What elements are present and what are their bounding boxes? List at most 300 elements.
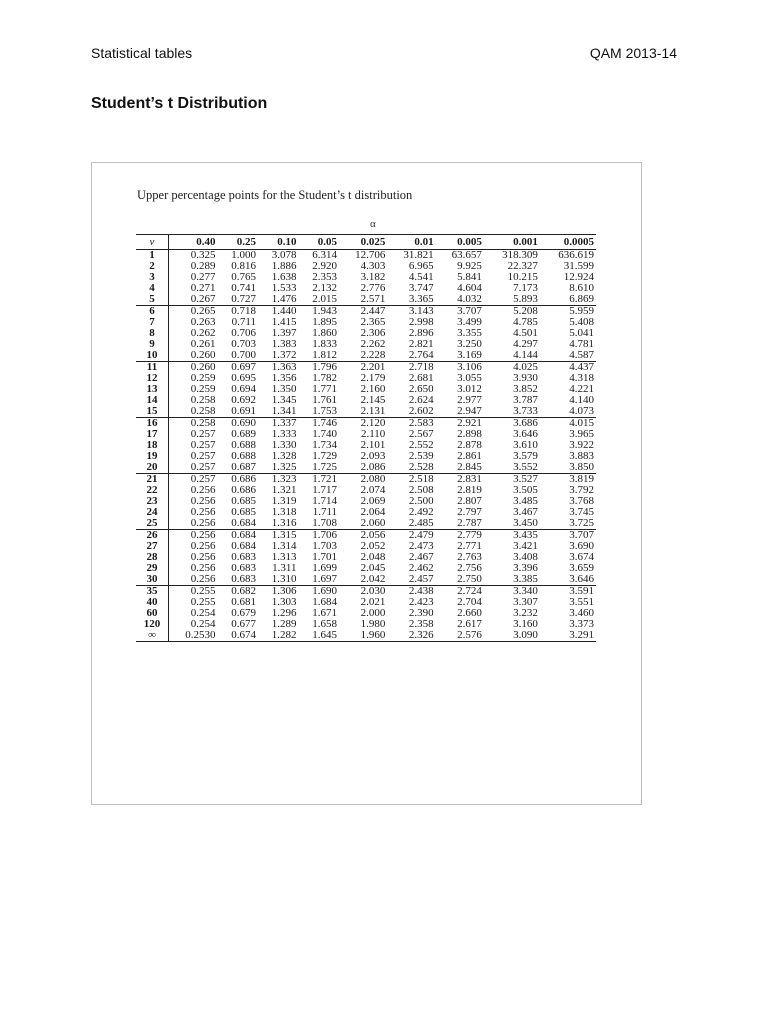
value-cell: 3.819: [540, 474, 596, 486]
value-cell: 2.624: [408, 394, 434, 406]
value-cell: 0.265: [169, 306, 218, 318]
value-cell: 2.660: [457, 607, 482, 619]
value-cell: 2.201: [339, 362, 387, 374]
value-cell: 2.060: [360, 517, 386, 529]
nu-cell: 13: [136, 384, 169, 395]
value-cell: 0.684: [217, 530, 258, 542]
value-cell: 4.781: [569, 338, 594, 350]
value-cell: 0.262: [190, 327, 216, 339]
value-cell: 0.256: [169, 530, 218, 542]
value-cell: 1.372: [271, 349, 297, 361]
value-cell: 3.143: [387, 306, 435, 318]
value-cell: 3.646: [513, 428, 538, 440]
nu-cell: 17: [136, 429, 169, 440]
value-cell: 0.2530: [185, 629, 216, 641]
value-cell: 0.257: [190, 450, 216, 462]
value-cell: 3.435: [484, 530, 540, 542]
table-row: [136, 294, 596, 306]
value-cell: 1.658: [312, 618, 338, 630]
value-cell: 10.215: [507, 271, 538, 283]
value-cell: 3.646: [569, 573, 594, 585]
value-cell: 4.541: [408, 271, 434, 283]
value-cell: 0.325: [190, 249, 216, 261]
value-cell: 0.686: [231, 484, 256, 496]
table-image-frame: [91, 162, 642, 805]
value-cell: 3.745: [569, 506, 594, 518]
value-cell: 0.256: [190, 562, 216, 574]
value-cell: 0.260: [190, 349, 216, 361]
value-cell: 0.256: [190, 517, 216, 529]
nu-cell: 10: [136, 350, 169, 362]
nu-cell: 18: [136, 440, 169, 451]
value-cell: 1.356: [271, 372, 297, 384]
value-cell: 1.638: [271, 271, 297, 283]
value-cell: 2.052: [360, 540, 386, 552]
value-cell: 0.258: [190, 405, 216, 417]
col-header: 0.05: [317, 235, 338, 248]
value-cell: 0.691: [231, 405, 256, 417]
value-cell: 3.169: [457, 349, 482, 361]
value-cell: 1.729: [312, 450, 338, 462]
value-cell: 2.074: [360, 484, 386, 496]
value-cell: 0.677: [231, 618, 256, 630]
value-cell: 1.725: [312, 461, 338, 473]
value-cell: 2.042: [360, 573, 386, 585]
value-cell: 3.250: [457, 338, 482, 350]
table-row: [136, 518, 596, 530]
value-cell: 2.779: [436, 530, 484, 542]
value-cell: 2.000: [360, 607, 386, 619]
value-cell: 3.591: [540, 586, 596, 598]
value-cell: 2.160: [360, 383, 386, 395]
nu-cell: 2: [136, 261, 169, 272]
value-cell: 2.030: [339, 586, 387, 598]
value-cell: 4.025: [484, 362, 540, 374]
value-cell: 1.397: [271, 327, 297, 339]
value-cell: 1.321: [271, 484, 297, 496]
nu-cell: 40: [136, 597, 169, 608]
value-cell: 0.685: [231, 506, 256, 518]
value-cell: 1.697: [312, 573, 338, 585]
value-cell: 2.898: [457, 428, 482, 440]
value-cell: 2.508: [408, 484, 434, 496]
value-cell: 8.610: [569, 282, 594, 294]
value-cell: 0.688: [231, 450, 256, 462]
value-cell: 5.841: [457, 271, 482, 283]
value-cell: 2.262: [360, 338, 386, 350]
value-cell: 3.922: [569, 439, 594, 451]
value-cell: 0.727: [231, 293, 256, 305]
value-cell: 31.821: [403, 249, 434, 261]
value-cell: 2.787: [457, 517, 482, 529]
page-title: Student’s t Distribution: [91, 95, 268, 112]
value-cell: 2.681: [408, 372, 434, 384]
value-cell: 1.303: [271, 596, 297, 608]
value-cell: 1.314: [271, 540, 297, 552]
value-cell: 1.708: [312, 517, 338, 529]
value-cell: 2.518: [387, 474, 435, 486]
value-cell: 1.771: [312, 383, 338, 395]
t-distribution-table: [136, 234, 596, 642]
value-cell: 1.311: [272, 562, 297, 574]
value-cell: 5.041: [569, 327, 594, 339]
value-cell: 1.310: [271, 573, 297, 585]
value-cell: 1.330: [271, 439, 297, 451]
nu-cell: 27: [136, 541, 169, 552]
nu-cell: 8: [136, 328, 169, 339]
value-cell: 0.682: [217, 586, 258, 598]
value-cell: 6.314: [312, 249, 338, 261]
value-cell: 0.260: [169, 362, 218, 374]
value-cell: 3.307: [513, 596, 538, 608]
value-cell: 1.721: [299, 474, 340, 486]
value-cell: 2.819: [457, 484, 482, 496]
value-cell: 0.271: [190, 282, 216, 294]
value-cell: 2.473: [408, 540, 434, 552]
value-cell: 0.689: [231, 428, 256, 440]
value-cell: 0.703: [231, 338, 256, 350]
nu-cell: 60: [136, 608, 169, 619]
value-cell: 3.090: [513, 629, 538, 641]
value-cell: 2.764: [408, 349, 434, 361]
table-body: [136, 250, 596, 642]
value-cell: 2.977: [457, 394, 482, 406]
value-cell: 3.690: [569, 540, 594, 552]
value-cell: 2.567: [408, 428, 434, 440]
value-cell: 1.812: [312, 349, 338, 361]
value-cell: 1.000: [231, 249, 256, 261]
value-cell: 0.690: [217, 418, 258, 430]
value-cell: 1.383: [271, 338, 297, 350]
value-cell: 3.396: [513, 562, 538, 574]
value-cell: 3.505: [513, 484, 538, 496]
value-cell: 3.883: [569, 450, 594, 462]
value-cell: 2.650: [408, 383, 434, 395]
value-cell: 9.925: [457, 260, 482, 272]
value-cell: 0.694: [231, 383, 256, 395]
value-cell: 2.571: [360, 293, 386, 305]
value-cell: 5.959: [540, 306, 596, 318]
value-cell: 2.528: [408, 461, 434, 473]
value-cell: 0.259: [190, 372, 216, 384]
value-cell: 0.277: [190, 271, 216, 283]
value-cell: 2.500: [408, 495, 434, 507]
col-header: 0.25: [236, 235, 256, 248]
value-cell: 31.599: [563, 260, 594, 272]
col-header: 0.025: [360, 235, 386, 248]
value-cell: 2.920: [312, 260, 338, 272]
value-cell: 2.069: [360, 495, 386, 507]
value-cell: 1.645: [312, 629, 338, 641]
value-cell: 1.960: [360, 629, 386, 641]
value-cell: 0.267: [190, 293, 216, 305]
value-cell: 0.706: [231, 327, 256, 339]
value-cell: 1.289: [271, 618, 297, 630]
value-cell: 1.980: [360, 618, 386, 630]
value-cell: 2.485: [408, 517, 434, 529]
value-cell: 4.501: [513, 327, 538, 339]
value-cell: 1.440: [258, 306, 299, 318]
value-cell: 2.390: [408, 607, 434, 619]
nu-cell: 29: [136, 563, 169, 574]
value-cell: 2.132: [312, 282, 338, 294]
nu-cell: 28: [136, 552, 169, 563]
value-cell: 3.106: [436, 362, 484, 374]
value-cell: 2.602: [408, 405, 434, 417]
nu-cell: 25: [136, 518, 169, 530]
value-cell: 2.145: [360, 394, 386, 406]
value-cell: 1.761: [312, 394, 338, 406]
value-cell: 2.724: [436, 586, 484, 598]
value-cell: 1.895: [312, 316, 338, 328]
value-cell: 1.671: [312, 607, 338, 619]
nu-cell: 21: [136, 474, 169, 486]
value-cell: 3.182: [360, 271, 386, 283]
value-cell: 1.282: [271, 629, 297, 641]
value-cell: 1.746: [299, 418, 340, 430]
nu-cell: 5: [136, 294, 169, 306]
nu-cell: 20: [136, 462, 169, 474]
nu-cell: 11: [136, 362, 169, 374]
value-cell: 2.771: [457, 540, 482, 552]
nu-cell: 4: [136, 283, 169, 294]
value-cell: 2.845: [457, 461, 482, 473]
value-cell: 2.365: [360, 316, 386, 328]
value-cell: 0.263: [190, 316, 216, 328]
value-cell: 1.684: [312, 596, 338, 608]
value-cell: 1.753: [312, 405, 338, 417]
value-cell: 3.499: [457, 316, 482, 328]
value-cell: 0.697: [217, 362, 258, 374]
value-cell: 0.687: [231, 461, 256, 473]
value-cell: 1.711: [312, 506, 338, 518]
value-cell: 2.861: [457, 450, 482, 462]
value-cell: 12.924: [563, 271, 594, 283]
value-cell: 1.296: [271, 607, 297, 619]
value-cell: 1.703: [312, 540, 338, 552]
col-header: 0.01: [414, 235, 434, 248]
value-cell: 3.460: [569, 607, 594, 619]
value-cell: 3.965: [569, 428, 594, 440]
value-cell: 3.852: [513, 383, 538, 395]
value-cell: 1.886: [271, 260, 297, 272]
value-cell: 1.415: [271, 316, 297, 328]
value-cell: 2.358: [408, 618, 434, 630]
value-cell: 2.807: [457, 495, 482, 507]
value-cell: 0.257: [190, 461, 216, 473]
value-cell: 0.255: [190, 596, 216, 608]
value-cell: 0.256: [190, 551, 216, 563]
value-cell: 0.711: [231, 316, 256, 328]
value-cell: 2.479: [387, 530, 435, 542]
table-row: [136, 462, 596, 474]
value-cell: 2.353: [312, 271, 338, 283]
value-cell: 2.179: [360, 372, 386, 384]
value-cell: 0.258: [169, 418, 218, 430]
value-cell: 2.048: [360, 551, 386, 563]
col-header: 0.005: [457, 235, 482, 248]
value-cell: 6.869: [569, 293, 594, 305]
value-cell: 0.256: [190, 573, 216, 585]
value-cell: 3.725: [569, 517, 594, 529]
value-cell: 4.144: [513, 349, 538, 361]
value-cell: 4.073: [569, 405, 594, 417]
value-cell: 2.576: [457, 629, 482, 641]
value-cell: 1.313: [271, 551, 297, 563]
header-right-text: QAM 2013-14: [589, 45, 677, 61]
value-cell: 3.659: [569, 562, 594, 574]
table-row: [136, 350, 596, 362]
value-cell: 0.258: [190, 394, 216, 406]
value-cell: 2.064: [360, 506, 386, 518]
value-cell: 0.256: [190, 540, 216, 552]
nu-cell: 16: [136, 418, 169, 430]
value-cell: 3.686: [484, 418, 540, 430]
value-cell: 2.120: [339, 418, 387, 430]
value-cell: 1.306: [258, 586, 299, 598]
value-cell: 0.700: [231, 349, 256, 361]
value-cell: 5.893: [513, 293, 538, 305]
value-cell: 1.318: [271, 506, 297, 518]
value-cell: 2.080: [339, 474, 387, 486]
value-cell: 1.701: [312, 551, 338, 563]
value-cell: 0.256: [190, 484, 216, 496]
nu-cell: 3: [136, 272, 169, 283]
value-cell: 3.467: [513, 506, 538, 518]
value-cell: 2.306: [360, 327, 386, 339]
table-caption: Upper percentage points for the Student’s t distribution: [137, 188, 413, 202]
nu-cell: 30: [136, 574, 169, 586]
value-cell: 2.110: [360, 428, 386, 440]
nu-cell: 15: [136, 406, 169, 418]
table-row: [136, 406, 596, 418]
value-cell: 0.683: [231, 562, 256, 574]
col-header: 0.40: [196, 235, 216, 248]
value-cell: 1.943: [299, 306, 340, 318]
col-header: 0.0005: [563, 235, 594, 248]
nu-cell: 120: [136, 619, 169, 630]
value-cell: 1.345: [271, 394, 297, 406]
value-cell: 2.101: [360, 439, 386, 451]
value-cell: 3.055: [457, 372, 482, 384]
value-cell: 0.674: [231, 629, 256, 641]
value-cell: 0.741: [231, 282, 256, 294]
value-cell: 2.457: [408, 573, 434, 585]
value-cell: 3.930: [513, 372, 538, 384]
nu-cell: 12: [136, 373, 169, 384]
value-cell: 1.316: [271, 517, 297, 529]
value-cell: 1.533: [271, 282, 297, 294]
value-cell: 2.821: [408, 338, 434, 350]
value-cell: 0.683: [231, 573, 256, 585]
value-cell: 5.208: [484, 306, 540, 318]
table-row: [136, 630, 596, 642]
value-cell: 4.318: [569, 372, 594, 384]
value-cell: 3.674: [569, 551, 594, 563]
value-cell: 3.552: [513, 461, 538, 473]
value-cell: 1.476: [271, 293, 297, 305]
value-cell: 1.796: [299, 362, 340, 374]
value-cell: 3.450: [513, 517, 538, 529]
value-cell: 0.255: [169, 586, 218, 598]
value-cell: 1.740: [312, 428, 338, 440]
value-cell: 318.309: [502, 249, 538, 261]
value-cell: 2.704: [457, 596, 482, 608]
value-cell: 0.259: [190, 383, 216, 395]
value-cell: 22.327: [507, 260, 538, 272]
value-cell: 3.787: [513, 394, 538, 406]
nu-cell: 24: [136, 507, 169, 518]
value-cell: 2.467: [408, 551, 434, 563]
value-cell: 2.763: [457, 551, 482, 563]
value-cell: 2.750: [457, 573, 482, 585]
value-cell: 2.228: [360, 349, 386, 361]
value-cell: 1.341: [271, 405, 297, 417]
value-cell: 1.860: [312, 327, 338, 339]
value-cell: 2.896: [408, 327, 434, 339]
value-cell: 2.492: [408, 506, 434, 518]
value-cell: 3.551: [569, 596, 594, 608]
value-cell: 3.385: [513, 573, 538, 585]
value-cell: 3.160: [513, 618, 538, 630]
value-cell: 0.684: [231, 540, 256, 552]
nu-cell: 1: [136, 250, 169, 262]
value-cell: 1.328: [271, 450, 297, 462]
value-cell: 4.604: [457, 282, 482, 294]
value-cell: 1.333: [271, 428, 297, 440]
value-cell: 2.015: [312, 293, 338, 305]
value-cell: 2.756: [457, 562, 482, 574]
value-cell: 3.340: [484, 586, 540, 598]
value-cell: 7.173: [513, 282, 538, 294]
value-cell: 3.365: [408, 293, 434, 305]
value-cell: 3.610: [513, 439, 538, 451]
value-cell: 2.045: [360, 562, 386, 574]
value-cell: 0.718: [217, 306, 258, 318]
value-cell: 2.797: [457, 506, 482, 518]
nu-cell: 19: [136, 451, 169, 462]
value-cell: 2.878: [457, 439, 482, 451]
value-cell: 0.679: [231, 607, 256, 619]
nu-cell: 14: [136, 395, 169, 406]
value-cell: 0.254: [190, 618, 216, 630]
value-cell: 1.706: [299, 530, 340, 542]
value-cell: 1.363: [258, 362, 299, 374]
value-cell: 1.315: [258, 530, 299, 542]
value-cell: 4.303: [360, 260, 386, 272]
value-cell: 4.587: [569, 349, 594, 361]
value-cell: 2.326: [408, 629, 434, 641]
value-cell: 1.734: [312, 439, 338, 451]
value-cell: 4.221: [569, 383, 594, 395]
value-cell: 3.850: [569, 461, 594, 473]
value-cell: 1.717: [312, 484, 338, 496]
value-cell: 2.921: [436, 418, 484, 430]
value-cell: 0.686: [217, 474, 258, 486]
value-cell: 3.707: [540, 530, 596, 542]
value-cell: 3.792: [569, 484, 594, 496]
value-cell: 0.261: [190, 338, 216, 350]
value-cell: 6.965: [408, 260, 434, 272]
value-cell: 0.695: [231, 372, 256, 384]
nu-cell: 7: [136, 317, 169, 328]
value-cell: 0.692: [231, 394, 256, 406]
value-cell: 4.297: [513, 338, 538, 350]
value-cell: 3.012: [457, 383, 482, 395]
nu-cell: 26: [136, 530, 169, 542]
value-cell: 0.256: [190, 495, 216, 507]
value-cell: 3.747: [408, 282, 434, 294]
